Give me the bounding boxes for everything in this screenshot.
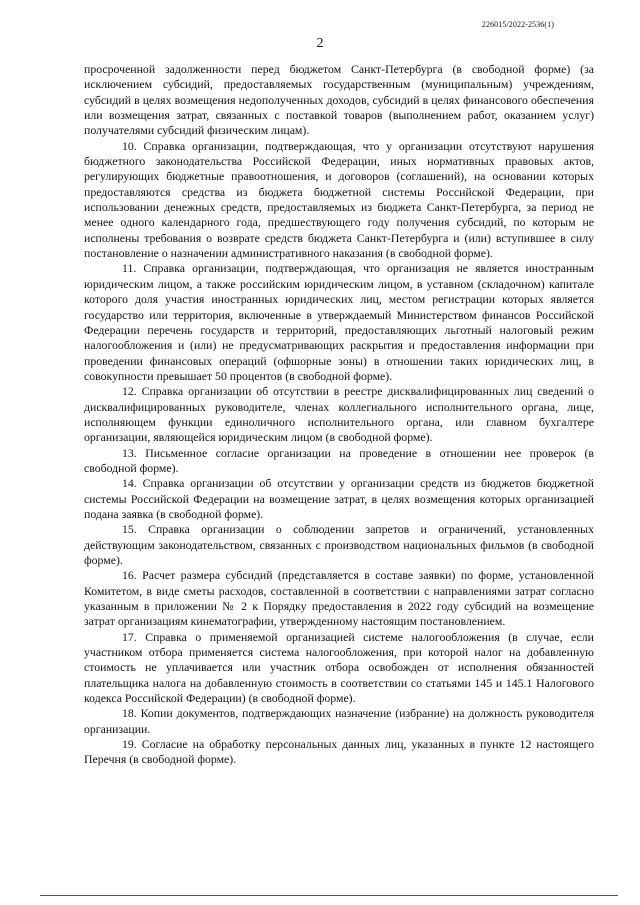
paragraph-item-17: 17. Справка о применяемой организацией системе налогообложения (в случае, если участником отбора применяется система налогообложения, при которой налог на добавленную стоимость не уплачивается или участник отбора освобожден от исполнения обязанностей плательщика налога на добавленную стоимость в соответствии со статьями 145 и 145.1 Налогового кодекса Российской Федерации) (в свободной форме). (84, 629, 594, 706)
document-registration-number: 226015/2022-2536(1) (481, 20, 554, 29)
paragraph-item-12: 12. Справка организации об отсутствии в реестре дисквалифицированных лиц сведений о дисквалифицированных руководителе, членах коллегиального исполнительного органа, лице, исполняющем функции единоличного исполнительного органа, или главном бухгалтере организации, являющейся юридическим лицом (в свободной форме). (84, 384, 594, 445)
paragraph-item-11: 11. Справка организации, подтверждающая, что организация не является иностранным юридическим лицом, а также российским юридическим лицом, в уставном (складочном) капитале которого доля участия иностранных юридических лиц, местом регистрации которых является государство или территория, включенные в утверждаемый Министерством финансов Российской Федерации перечень государств и территорий, предоставляющих льготный налоговый режим налогообложения и (или) не предусматривающих раскрытия и предоставления информации при проведении финансовых операций (офшорные зоны) в отношении таких юридических лиц, в совокупности превышает 50 процентов (в свободной форме). (84, 261, 594, 383)
page-number: 2 (316, 36, 324, 51)
document-body (84, 62, 594, 768)
paragraph-item-15: 15. Справка организации о соблюдении запретов и ограничений, установленных действующим законодательством, связанных с производством национальных фильмов (в свободной форме). (84, 522, 594, 567)
paragraph-item-19: 19. Согласие на обработку персональных данных лиц, указанных в пункте 12 настоящего Перечня (в свободной форме). (84, 737, 594, 767)
paragraph-item-13: 13. Письменное согласие организации на проведение в отношении нее проверок (в свободной форме). (84, 445, 594, 475)
paragraph-item-14: 14. Справка организации об отсутствии у организации средств из бюджетов бюджетной системы Российской Федерации на возмещение затрат, в целях возмещения которых организацией подана заявка (в свободной форме). (84, 476, 594, 521)
bottom-divider (40, 895, 618, 896)
paragraph-continuation: просроченной задолженности перед бюджетом Санкт-Петербурга (в свободной форме) (за исключением субсидий, предоставляемых государственным (муниципальным) учреждениям, субсидий в целях возмещения недополученных доходов, субсидий в целях финансового обеспечения или возмещения затрат, связанных с поставкой товаров (выполнением работ, оказанием услуг) получателями субсидий физическим лицам). (84, 62, 594, 138)
paragraph-item-16: 16. Расчет размера субсидий (представляется в составе заявки) по форме, установленной Комитетом, в виде сметы расходов, составленной в соответствии с направлениями затрат согласно указанным в приложении № 2 к Порядку предоставления в 2022 году субсидий на возмещение затрат организациям кинематографии, утвержденному настоящим постановлением. (84, 568, 594, 629)
paragraph-item-18: 18. Копии документов, подтверждающих назначение (избрание) на должность руководителя организации. (84, 706, 594, 736)
paragraph-item-10: 10. Справка организации, подтверждающая, что у организации отсутствуют нарушения бюджетного законодательства Российской Федерации, иных нормативных правовых актов, регулирующих бюджетные правоотношения, и договоров (соглашений), на основании которых предоставляются средства из бюджета бюджетной системы Российской Федерации, при использовании денежных средств, предоставляемых из бюджета Санкт-Петербурга, за период не менее одного календарного года, предшествующего году получения субсидий, по которым не исполнены требования о возврате средств бюджета Санкт-Петербурга и (или) вступившее в силу постановление о назначении административного наказания (в свободной форме). (84, 138, 594, 261)
